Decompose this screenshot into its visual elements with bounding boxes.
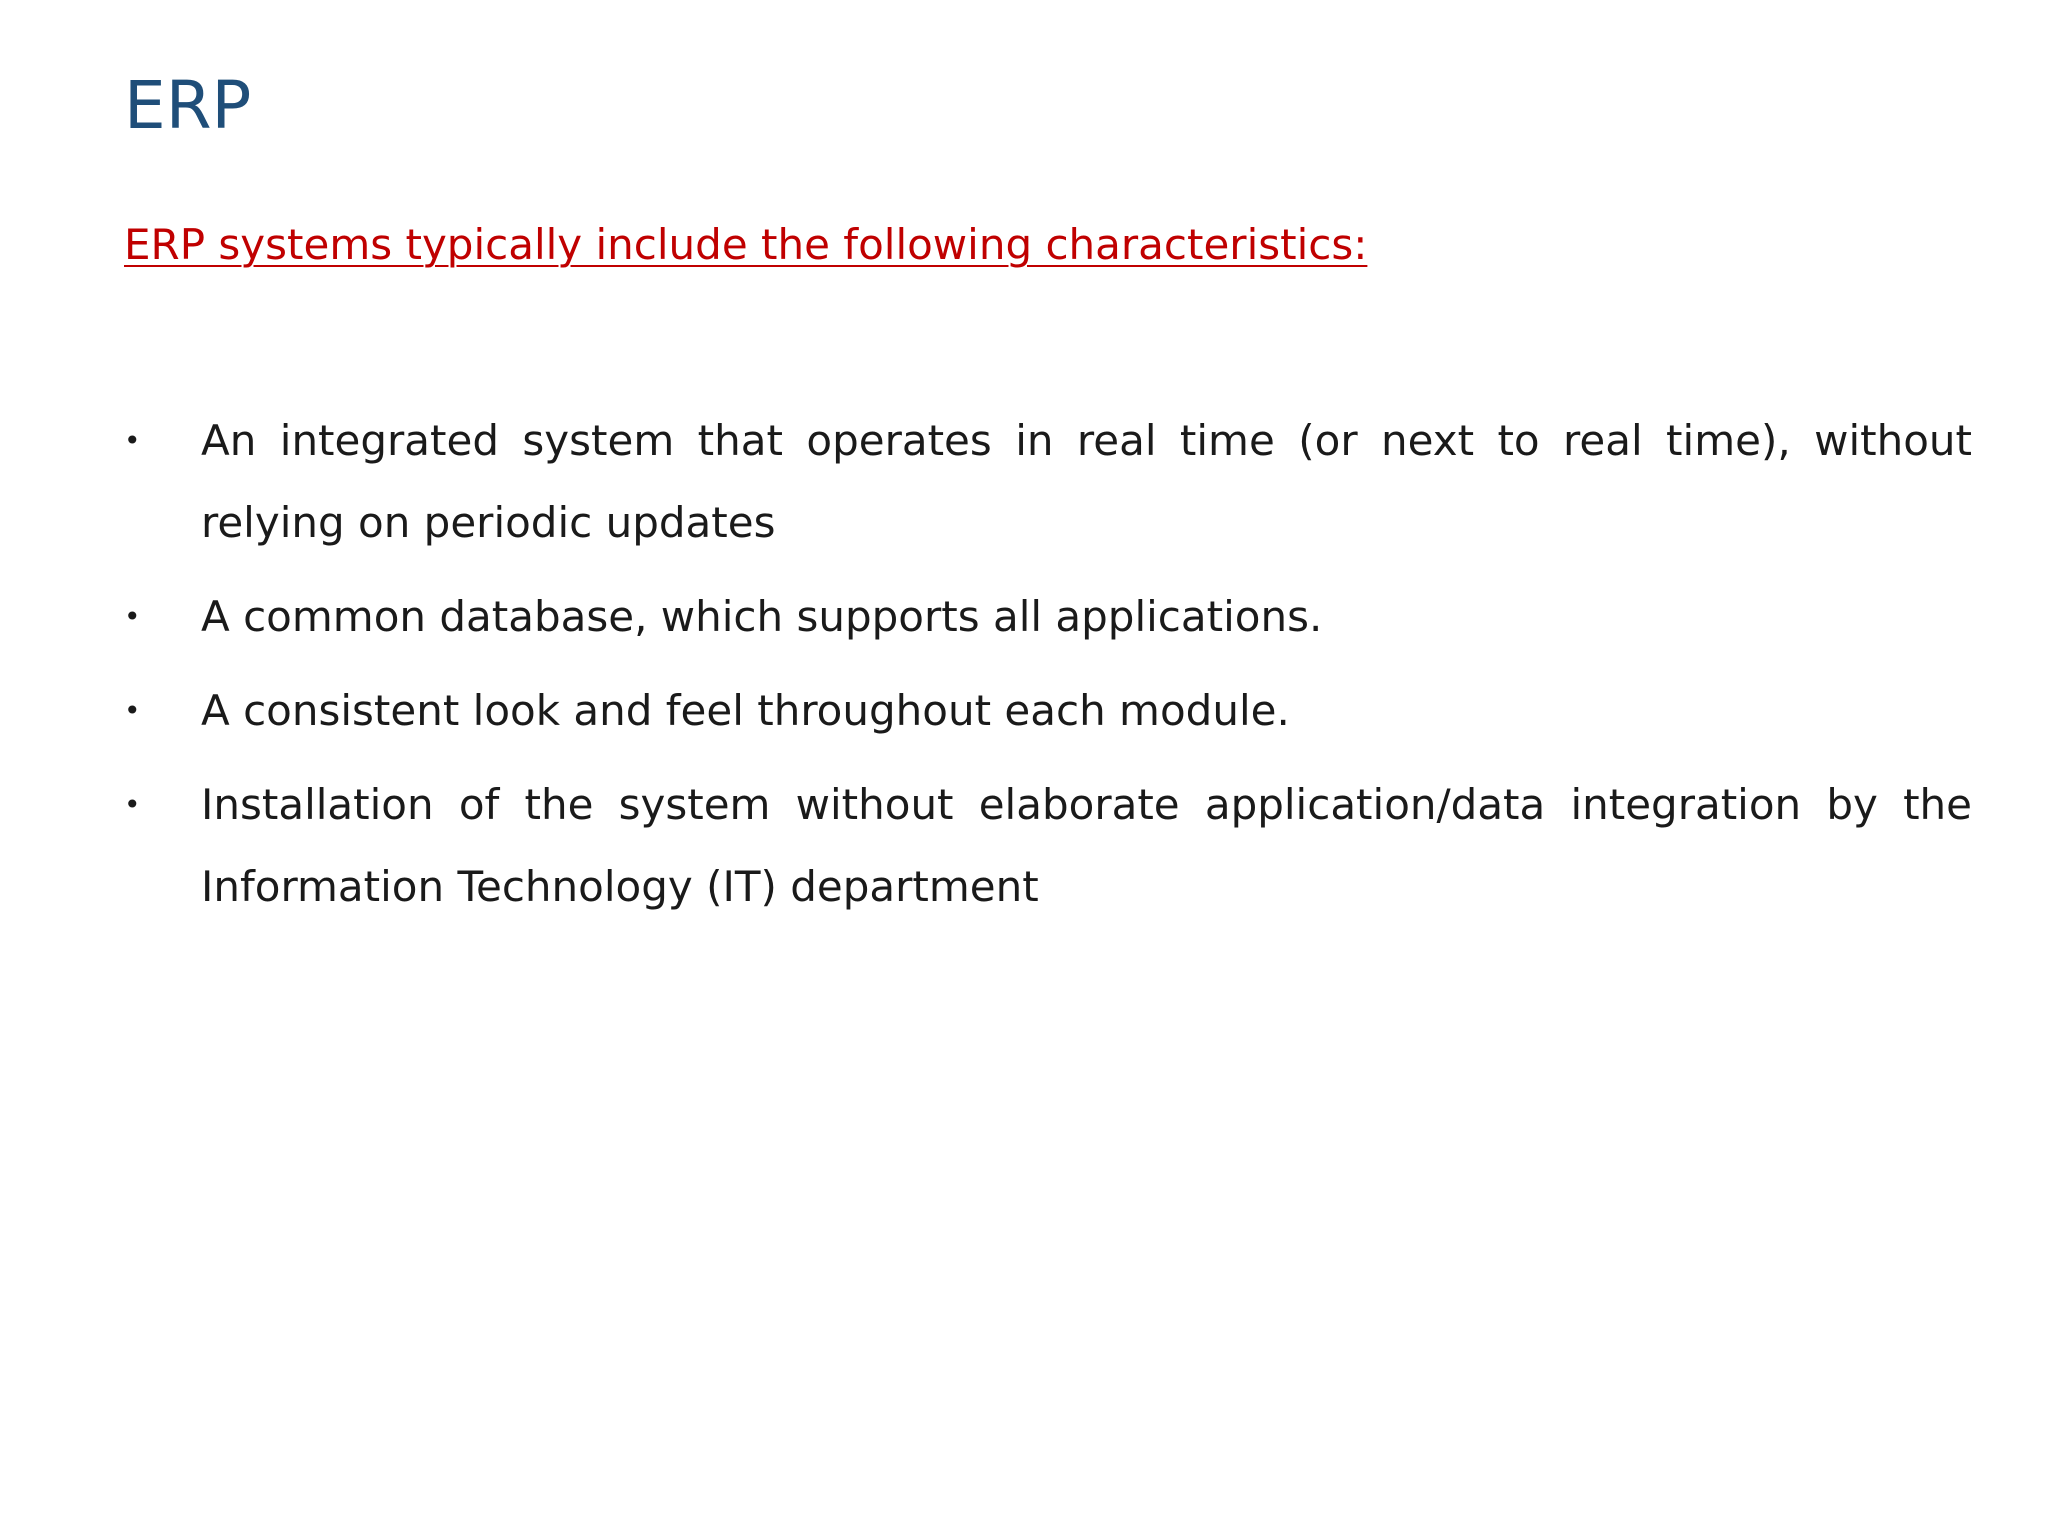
- list-item: [124, 764, 1972, 928]
- bullet-text-look-and-feel: A consistent look and feel throughout each module.: [201, 686, 1290, 735]
- bullet-text-installation: Installation of the system without elaborate application/data integration by the Information Technology (IT) department: [201, 780, 1972, 911]
- bullet-marker: •: [124, 694, 141, 727]
- bullet-text-database: A common database, which supports all applications.: [201, 592, 1323, 641]
- bullet-marker: •: [124, 788, 141, 821]
- bullet-marker: •: [124, 424, 141, 457]
- bullet-marker: •: [124, 600, 141, 633]
- bullet-text-realtime: An integrated system that operates in real time (or next to real time), without relying on periodic updates: [201, 416, 1972, 547]
- bullet-list: [124, 400, 1972, 940]
- slide-subtitle: ERP systems typically include the following characteristics:: [124, 220, 1368, 269]
- list-item: [124, 576, 1972, 658]
- slide-title: ERP: [124, 67, 252, 144]
- list-item: [124, 670, 1972, 752]
- list-item: [124, 400, 1972, 564]
